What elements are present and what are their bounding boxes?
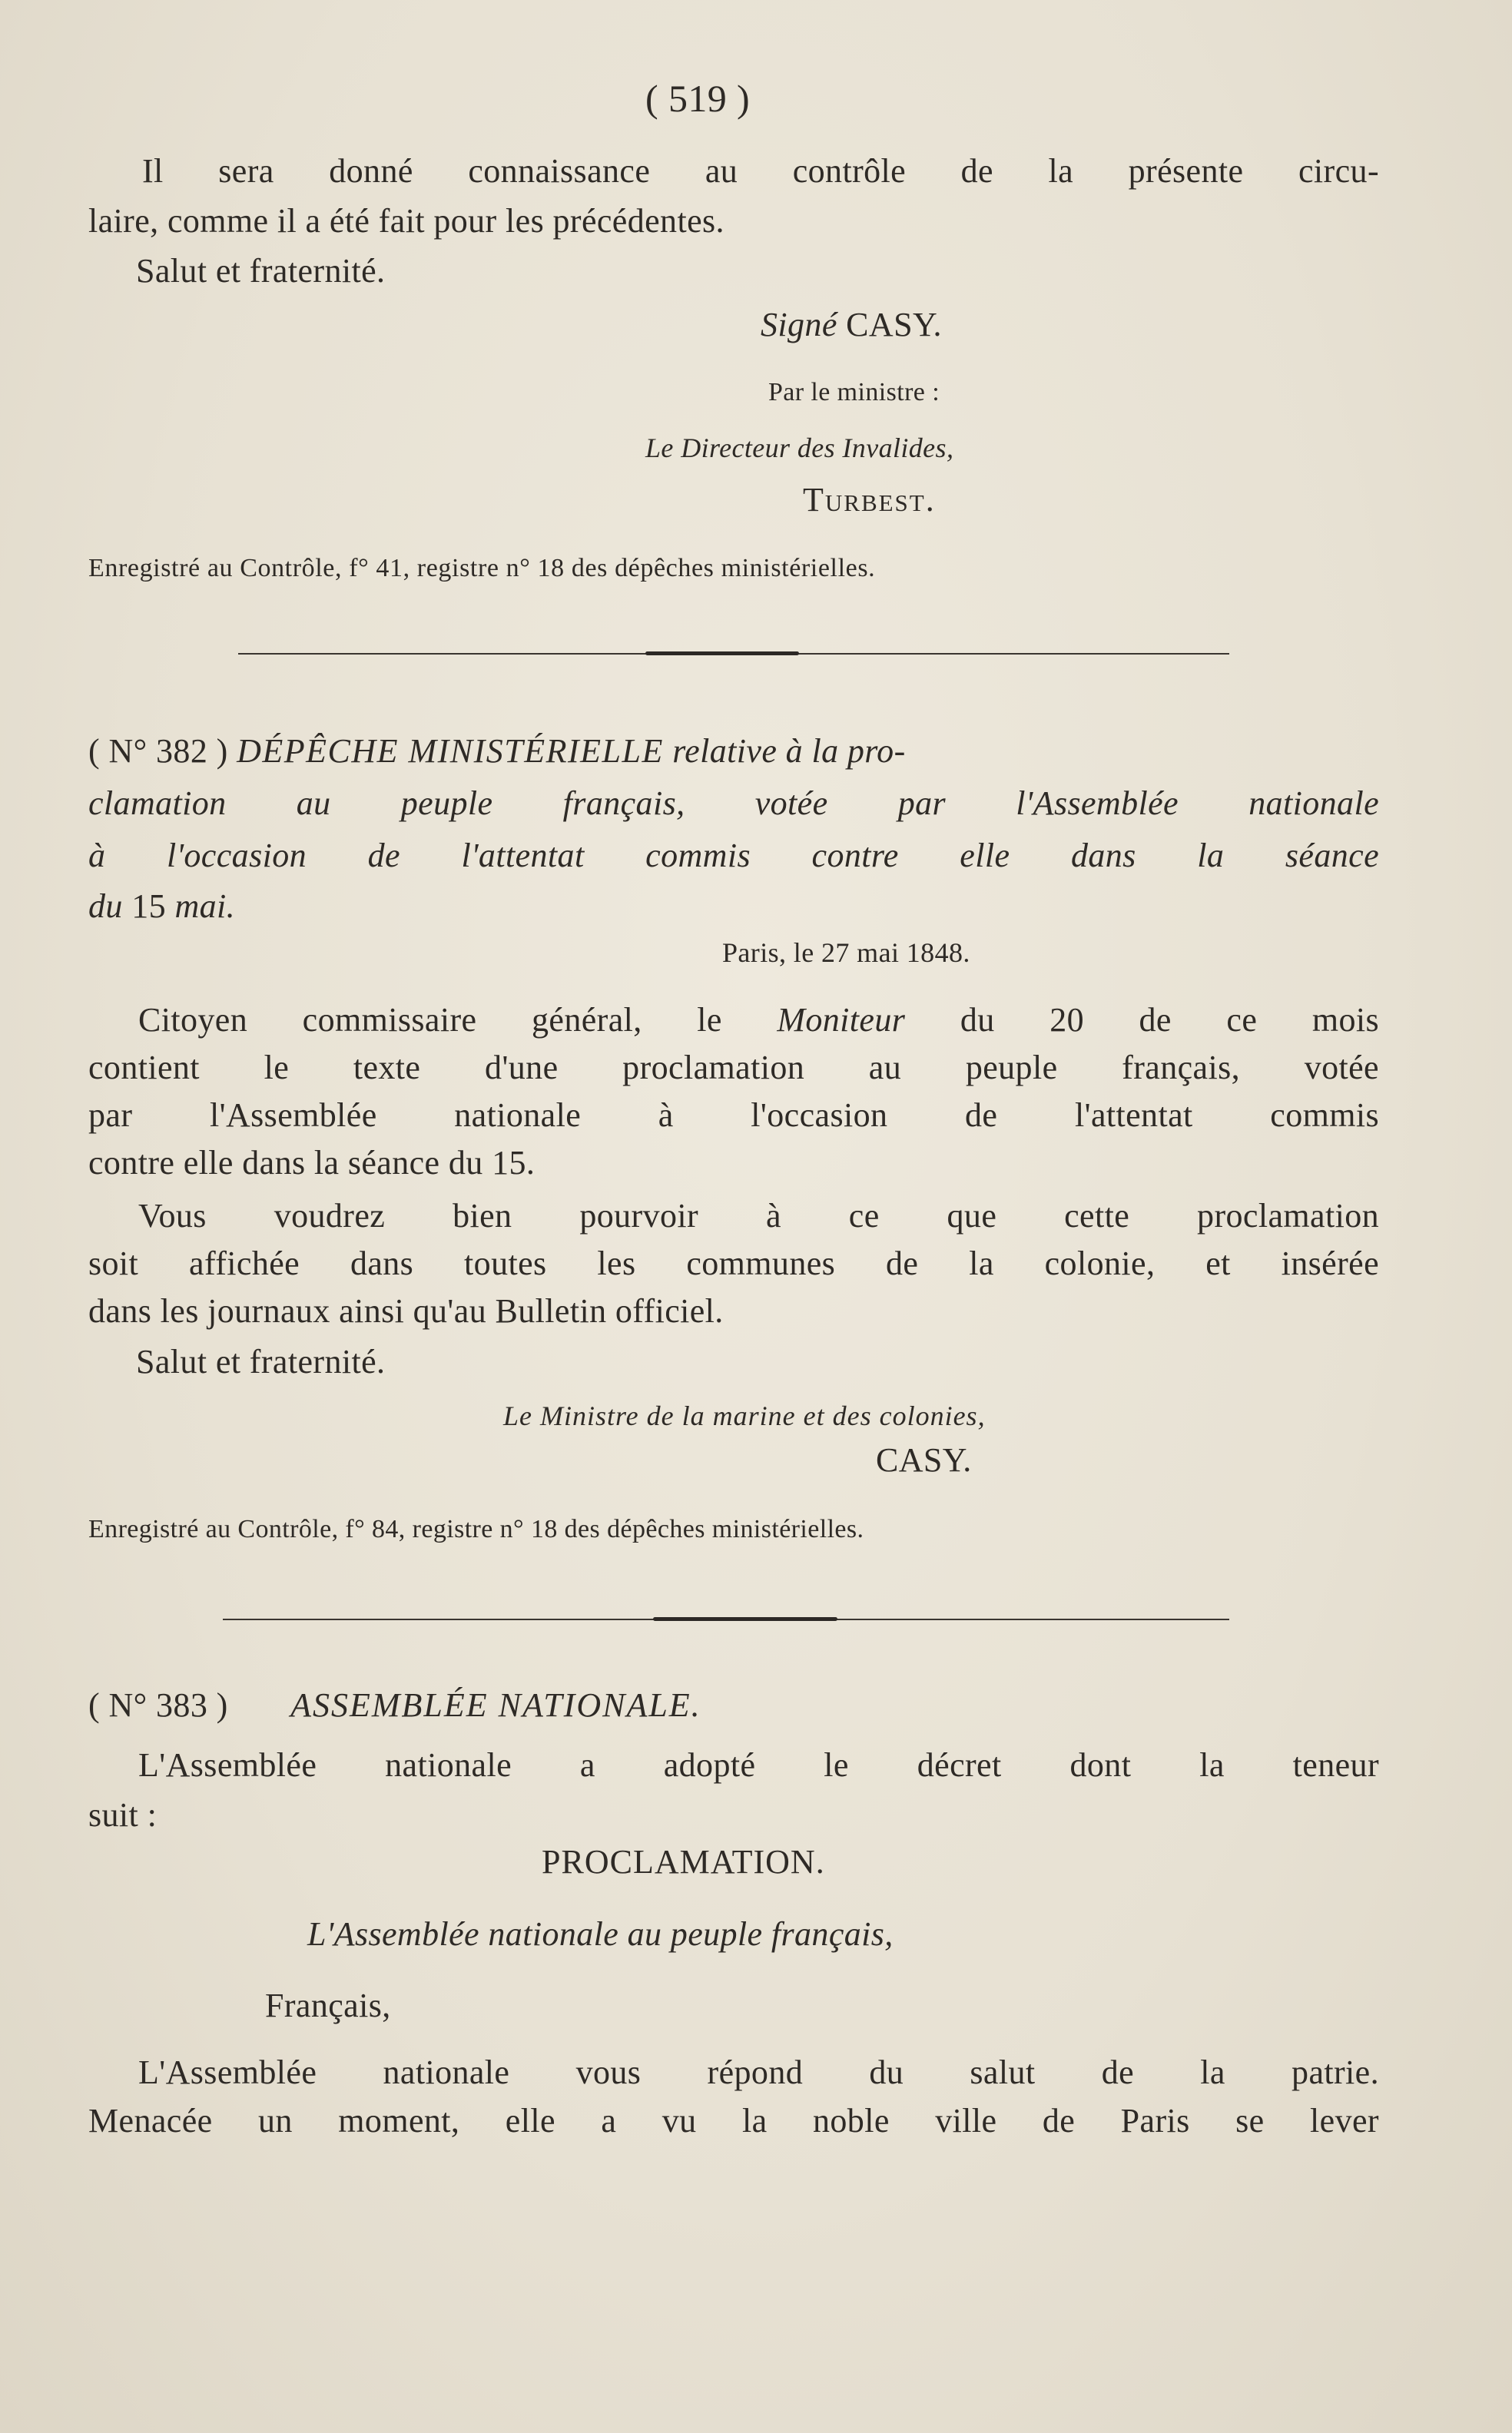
- separator-rule-center: [653, 1617, 837, 1621]
- signature-line: [761, 303, 942, 346]
- dispatch-header-line: [88, 885, 235, 928]
- proclamation-heading: PROCLAMATION.: [542, 1843, 825, 1881]
- paragraph-line: laire, comme il a été fait pour les précédentes.: [88, 202, 724, 240]
- directeur-name: Turbest.: [803, 481, 936, 519]
- salutation: Salut et fraternité.: [136, 1343, 386, 1381]
- dispatch-number: ( N° 382 ): [88, 732, 228, 770]
- body-line: L'Assemblée nationale vous répond du salut de la patrie.: [138, 2053, 1379, 2091]
- minister-name: CASY.: [876, 1441, 972, 1479]
- body-line: dans les journaux ainsi qu'au Bulletin officiel.: [88, 1292, 724, 1330]
- separator-rule-center: [645, 651, 799, 655]
- signe-label: Signé: [761, 306, 837, 343]
- page-number: ( 519 ): [645, 77, 751, 120]
- registration-note: Enregistré au Contrôle, f° 41, registre n° 18 des dépêches ministérielles.: [88, 554, 876, 582]
- body-line: Menacée un moment, elle a vu la noble ville de Paris se lever: [88, 2102, 1379, 2140]
- dispatch-header-month: mai.: [174, 887, 236, 925]
- body-line: Vous voudrez bien pourvoir à ce que cette proclamation: [138, 1197, 1379, 1235]
- paragraph-line: Il sera donné connaissance au contrôle de la présente circu-: [142, 152, 1379, 190]
- body-line: contient le texte d'une proclamation au peuple français, votée: [88, 1049, 1379, 1086]
- directeur-title: Le Directeur des Invalides,: [645, 433, 954, 463]
- decree-number: ( N° 383 ): [88, 1686, 228, 1724]
- body-line: L'Assemblée nationale a adopté le décret dont la teneur: [138, 1746, 1379, 1784]
- dispatch-header-day: 15: [131, 887, 167, 925]
- body-text: du 20 de ce mois: [960, 1001, 1379, 1039]
- proclamation-salutation: Français,: [265, 1987, 391, 2024]
- dispatch-header-line: à l'occasion de l'attentat commis contre elle dans la séance: [88, 837, 1379, 874]
- dispatch-subtitle: relative à la pro-: [672, 732, 906, 770]
- body-line: soit affichée dans toutes les communes de la colonie, et insérée: [88, 1245, 1379, 1282]
- body-line: suit :: [88, 1796, 158, 1834]
- dispatch-header-line: clamation au peuple français, votée par l'Assemblée nationale: [88, 784, 1379, 822]
- body-line: [138, 999, 1379, 1042]
- par-le-ministre: Par le ministre :: [768, 378, 940, 406]
- salutation: Salut et fraternité.: [136, 252, 386, 290]
- body-line: contre elle dans la séance du 15.: [88, 1144, 536, 1182]
- body-line: par l'Assemblée nationale à l'occasion de l'attentat commis: [88, 1096, 1379, 1134]
- dispatch-header-text: du: [88, 887, 123, 925]
- signature-name: CASY.: [846, 306, 942, 343]
- decree-title: ASSEMBLÉE NATIONALE.: [290, 1686, 701, 1724]
- dispatch-header-line: [88, 730, 1379, 773]
- proclamation-address: L'Assemblée nationale au peuple français,: [307, 1915, 894, 1953]
- dispatch-date: Paris, le 27 mai 1848.: [722, 937, 970, 968]
- minister-title: Le Ministre de la marine et des colonies,: [503, 1400, 986, 1431]
- body-text: Citoyen commissaire général, le: [138, 1001, 722, 1039]
- dispatch-title: DÉPÊCHE MINISTÉRIELLE: [237, 732, 664, 770]
- body-text-italic: Moniteur: [777, 1001, 906, 1039]
- registration-note: Enregistré au Contrôle, f° 84, registre n° 18 des dépêches ministérielles.: [88, 1515, 864, 1543]
- decree-header-line: [88, 1684, 701, 1727]
